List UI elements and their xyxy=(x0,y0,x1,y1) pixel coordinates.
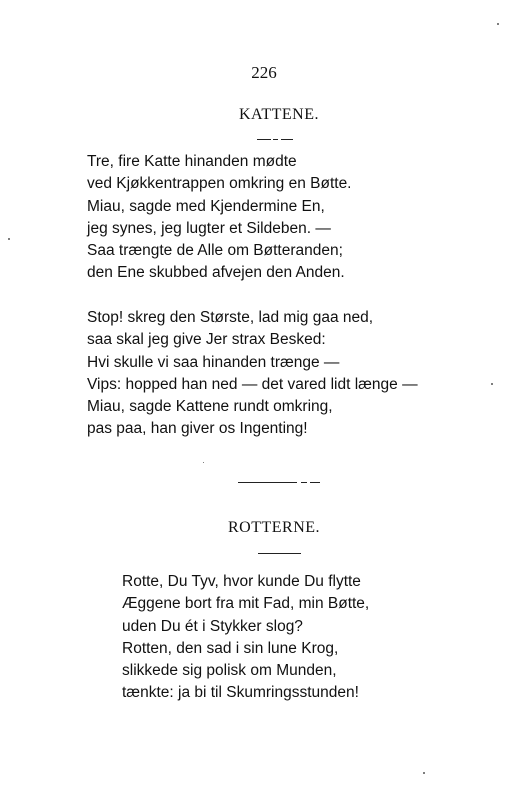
scan-speck xyxy=(423,772,425,774)
verse-line: Vips: hopped han ned — det vared lidt længe — xyxy=(87,375,418,393)
poem-title-rotterne: ROTTERNE. xyxy=(227,519,321,536)
verse-line: tænkte: ja bi til Skumringsstunden! xyxy=(122,684,359,702)
verse-line: ved Kjøkkentrappen omkring en Bøtte. xyxy=(87,175,352,193)
verse-line: den Ene skubbed afvejen den Anden. xyxy=(87,264,345,282)
title-ornament-rule xyxy=(273,139,278,140)
verse-line: Saa trængte de Alle om Bøtteranden; xyxy=(87,242,343,260)
verse-line: Rotte, Du Tyv, hvor kunde Du flytte xyxy=(122,573,361,590)
stanza xyxy=(122,571,369,705)
verse-line: Miau, sagde med Kjendermine En, xyxy=(87,197,325,215)
verse-line: slikkede sig polisk om Munden, xyxy=(122,662,337,680)
page-number: 226 xyxy=(251,63,277,82)
title-underline-rule xyxy=(258,553,301,554)
verse-line: saa skal jeg give Jer strax Besked: xyxy=(87,331,326,349)
scan-speck xyxy=(8,238,10,240)
stanza xyxy=(87,307,418,441)
scan-speck xyxy=(491,383,493,385)
verse-line: Stop! skreg den Største, lad mig gaa ned, xyxy=(87,309,374,326)
verse-line: Miau, sagde Kattene rundt omkring, xyxy=(87,398,333,416)
stanza xyxy=(87,151,352,285)
section-divider-rule xyxy=(310,482,320,483)
verse-line: pas paa, han giver os Ingenting! xyxy=(87,420,308,438)
section-divider-rule xyxy=(301,482,307,483)
scan-speck xyxy=(203,462,204,463)
scan-speck xyxy=(497,23,499,25)
verse-line: Æggene bort fra mit Fad, min Bøtte, xyxy=(122,595,370,613)
poem-title-kattene: KATTENE. xyxy=(239,106,319,123)
verse-line: Rotten, den sad i sin lune Krog, xyxy=(122,639,339,657)
verse-line: uden Du ét i Stykker slog? xyxy=(122,617,303,635)
title-ornament-rule xyxy=(257,139,271,140)
title-ornament-rule xyxy=(281,139,293,140)
verse-line: jeg synes, jeg lugter et Sildeben. — xyxy=(87,219,331,237)
verse-line: Hvi skulle vi saa hinanden trænge — xyxy=(87,353,340,371)
section-divider-rule xyxy=(238,482,297,483)
verse-line: Tre, fire Katte hinanden mødte xyxy=(87,153,297,170)
